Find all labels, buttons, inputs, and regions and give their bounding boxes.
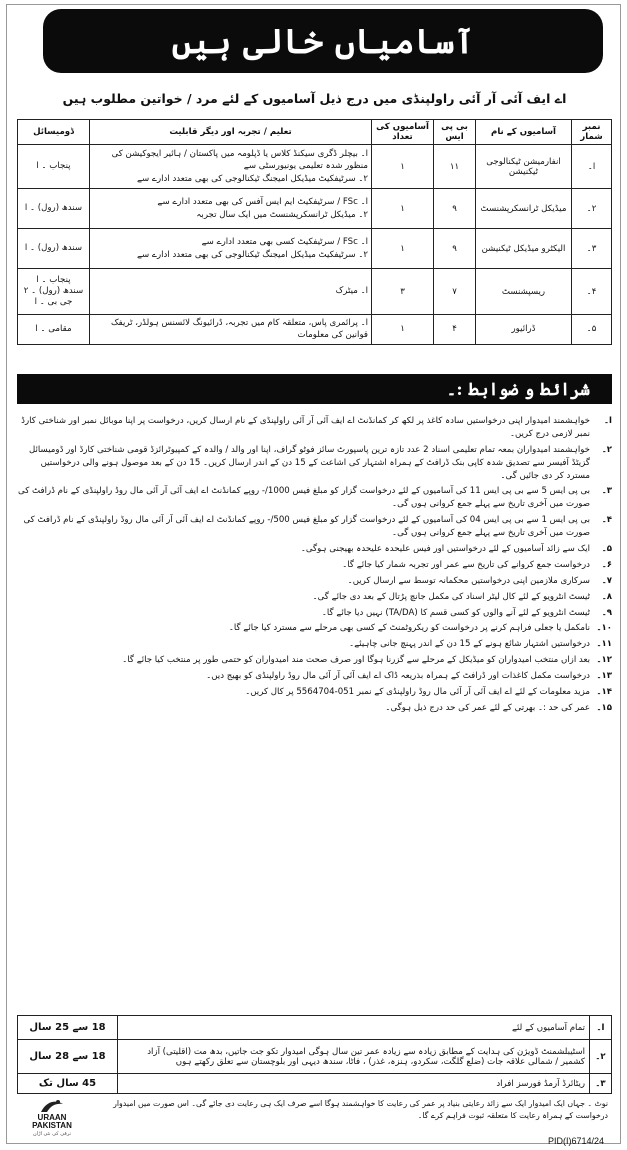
list-item (17, 444, 612, 483)
list-item (17, 702, 612, 715)
col-header-qualification: تعلیم / تجربہ اور دیگر قابلیت (90, 120, 372, 145)
cell-count: ۱ (372, 315, 434, 345)
term-text: ٹیسٹ انٹرویو کے لئے آنے والوں کو کسی قسم کا (TA/DA) نہیں دیا جائے گا۔ (321, 607, 590, 618)
cell-count: ۱ (372, 189, 434, 229)
age-row-description: ریٹائرڈ آرمڈ فورسز افراد (118, 1074, 590, 1094)
term-text: ٹیسٹ انٹرویو کے لئے کال لیٹر اسناد کی مکمل جانچ پڑتال کے بعد دی جائے گی۔ (312, 591, 590, 602)
cell-count: ۱ (372, 229, 434, 269)
subtitle: اے ایف آئی آر آئی راولپنڈی میں درج ذیل آسامیوں کے لئے مرد / خواتین مطلوب ہیں (62, 91, 567, 106)
table-row (18, 189, 612, 229)
qualification-line: ا۔ پرائمری پاس، متعلقہ کام میں تجربہ، ڈرائیونگ لائسنس ہولڈر، ٹریفک قوانین کی معلومات (110, 318, 368, 341)
pid-number: PID(I)6714/24 (547, 1136, 604, 1146)
term-text: خواہشمند امیدواران بمعہ تمام تعلیمی اسناد 2 عدد تازہ ترین پاسپورٹ سائز فوٹو گراف، اپنا اور والد / والدہ کے کمپیوٹرائزڈ قومی شناختی کارڈ اور ڈومیسائل گزیٹڈ آفیسر سے تصدیق شدہ کاپی بنک ڈرافٹ کے ہمراہ اشتہار کی اشاعت کے 15 دن کے اندر ارسال کریں۔ 15 دن کے بعد موصول ہونے والی درخواستیں مسترد کر دی جائیں گی۔ (29, 444, 590, 481)
cell-post-name: ریسپشنسٹ (476, 269, 572, 315)
age-limit-table (17, 1015, 612, 1094)
page-title: آسامیاں خالی ہیں (171, 21, 475, 62)
table-row (18, 269, 612, 315)
cell-domicile: پنجاب ۔ ا (18, 145, 90, 189)
age-row-limit: 45 سال تک (18, 1074, 118, 1094)
term-text: عمر کی حد :۔ بھرتی کے لئے عمر کی حد درج ذیل ہوگی۔ (385, 702, 590, 713)
table-row (18, 315, 612, 345)
logo-caption: ترقی کی نئی اڑان (33, 1130, 71, 1137)
cell-domicile: پنجاب ۔ ا سندھ (رول) ۔ ۲ جی بی ۔ ا (18, 269, 90, 315)
term-text: نامکمل یا جعلی فراہم کرنے پر درخواست کو ریکروٹمنٹ کے کسی بھی مرحلے سے مسترد کیا جائے گا۔ (228, 623, 590, 634)
col-header-post-name: آسامیوں کے نام (476, 120, 572, 145)
cell-serial: ۲۔ (572, 189, 612, 229)
qualification-line: ۲۔ میڈیکل ٹرانسکرپشنسٹ میں ایک سال تجربہ (196, 209, 368, 220)
posts-table (17, 119, 612, 345)
term-number: ۳۔ (601, 486, 612, 497)
age-row-limit: 18 سے 25 سال (18, 1016, 118, 1040)
terms-heading: شرائط و ضوابط :۔ (446, 379, 590, 400)
term-number: ۱۱۔ (596, 639, 612, 650)
term-text: مزید معلومات کے لئے اے ایف آئی آر آئی مال روڈ راولپنڈی کے نمبر 051-5564704 پر کال کریں۔ (245, 687, 590, 698)
list-item (17, 622, 612, 635)
cell-domicile: سندھ (رول) ۔ ا (18, 229, 90, 269)
cell-qualification (90, 189, 372, 229)
cell-qualification (90, 269, 372, 315)
cell-qualification (90, 145, 372, 189)
list-item (17, 686, 612, 699)
col-header-serial: نمبر شمار (572, 120, 612, 145)
uraan-pakistan-logo (21, 1098, 83, 1137)
term-number: ۵۔ (601, 544, 612, 555)
list-item (17, 575, 612, 588)
cell-qualification (90, 315, 372, 345)
terms-list (17, 415, 612, 718)
qualification-line: ۲۔ سرٹیفکیٹ میڈیکل امیجنگ ٹیکنالوجی کی بھی متعدد ادارے سے (136, 173, 368, 184)
term-number: ا۔ (604, 416, 612, 426)
qualification-line: ا۔ میٹرک (335, 286, 368, 297)
term-number: ۷۔ (601, 575, 612, 586)
term-number: ۱۵۔ (596, 702, 612, 713)
cell-count: ۱ (372, 145, 434, 189)
term-text: بی پی ایس 5 سے بی پی ایس 11 کی آسامیوں کے لئے درخواست گزار کو مبلغ فیس 1000/- روپے کمانڈنٹ اے ایف آئی آر آئی مال روڈ راولپنڈی کے نام ڈرافٹ کی صورت میں آخری تاریخ سے پہلے جمع کروانی ہوں گی۔ (18, 486, 590, 510)
term-number: ۱۲۔ (596, 655, 612, 666)
qualification-line: ا۔ بیچلر ڈگری سیکنڈ کلاس یا ڈپلومہ میں پاکستان / ہائیر ایجوکیشن کی منظور شدہ تعلیمی یونیورسٹی سے (111, 148, 368, 172)
table-row (18, 145, 612, 189)
list-item (17, 485, 612, 511)
term-number: ۶۔ (601, 559, 612, 570)
term-number: ۴۔ (601, 515, 612, 526)
table-row (18, 1016, 612, 1040)
term-text: بی پی ایس 1 سے بی پی ایس 04 کی آسامیوں کے لئے درخواست گزار کو مبلغ فیس 500/- روپے کمانڈنٹ اے ایف آئی آر آئی مال روڈ راولپنڈی کے نام ڈرافٹ کی صورت میں آخری تاریخ سے پہلے جمع کروانی ہوں گی۔ (23, 515, 590, 539)
cell-bps: ۷ (434, 269, 476, 315)
term-number: ۱۰۔ (596, 623, 612, 634)
cell-domicile: مقامی ۔ ا (18, 315, 90, 345)
term-number: ۱۳۔ (596, 671, 612, 682)
cell-bps: ۹ (434, 189, 476, 229)
cell-post-name: الیکٹرو میڈیکل ٹیکنیشن (476, 229, 572, 269)
term-number: ۱۴۔ (596, 687, 612, 698)
term-text: بعد ازاں منتخب امیدواران کو میڈیکل کے مرحلے سے گزرنا ہوگا اور صرف صحت مند امیدواران کو حتمی طور پر منتخب کیا جائے گا۔ (122, 655, 590, 666)
posts-table-header-row (18, 120, 612, 145)
title-banner (43, 9, 603, 73)
age-row-description: تمام آسامیوں کے لئے (118, 1016, 590, 1040)
term-number: ۸۔ (601, 591, 612, 602)
logo-text-line2: PAKISTAN (32, 1121, 72, 1131)
advertisement-page (6, 4, 621, 1144)
age-row-description: اسٹیبلشمنٹ ڈویژن کی ہدایت کے مطابق زیادہ سے زیادہ عمر تین سال ہوگی امیدوار تکو جت جاتیں، بدھ مت (اقلیتی) آزاد کشمیر / شمالی علاقہ جات (ضلع گلگت، سکردو، ہنزہ، غذر) ، فاٹا، سندھ دیہی اور بلوچستان سے تعلق رکھتے ہوں (118, 1040, 590, 1074)
term-text: سرکاری ملازمین اپنی درخواستیں محکمانہ توسط سے ارسال کریں۔ (347, 575, 590, 586)
terms-heading-bar (17, 374, 612, 404)
list-item (17, 559, 612, 572)
age-row-number: ۲۔ (590, 1040, 612, 1074)
age-row-number: ۳۔ (590, 1074, 612, 1094)
qualification-line: ا۔ FSc / سرٹیفکیٹ ایم ایس آفس کی بھی متعدد ادارے سے (157, 197, 368, 208)
cell-serial: ا۔ (572, 145, 612, 189)
uraan-pakistan-emblem-icon (39, 1098, 65, 1114)
table-row (18, 1040, 612, 1074)
age-row-number: ا۔ (590, 1016, 612, 1040)
cell-serial: ۴۔ (572, 269, 612, 315)
footer-note: نوٹ ۔ جہاں ایک امیدوار ایک سے زائد رعایتی بنیاد پر عمر کی رعایت کا خواہشمند ہوگا اسے صرف ایک ہی رعایت دی جائے گی۔ اس صورت میں امیدوار درخواست کے ہمراہ رعایت کا متعلقہ ثبوت فراہم کرے گا۔ (113, 1099, 608, 1121)
term-number: ۲۔ (601, 444, 612, 455)
age-row-limit: 18 سے 28 سال (18, 1040, 118, 1074)
cell-bps: ۹ (434, 229, 476, 269)
qualification-line: ا۔ FSc / سرٹیفکیٹ کسی بھی متعدد ادارے سے (201, 237, 368, 248)
col-header-domicile: ڈومیسائل (18, 120, 90, 145)
term-number: ۹۔ (601, 607, 612, 618)
list-item (17, 591, 612, 604)
list-item (17, 514, 612, 540)
list-item (17, 415, 612, 441)
cell-bps: ۱۱ (434, 145, 476, 189)
table-row (18, 1074, 612, 1094)
cell-domicile: سندھ (رول) ۔ ا (18, 189, 90, 229)
list-item (17, 670, 612, 683)
list-item (17, 607, 612, 620)
cell-post-name: انفارمیشن ٹیکنالوجی ٹیکنیشن (476, 145, 572, 189)
col-header-bps: بی پی ایس (434, 120, 476, 145)
cell-bps: ۴ (434, 315, 476, 345)
term-text: ایک سے زائد آسامیوں کے لئے درخواستیں اور فیس علیحدہ علیحدہ بھیجنی ہوگی۔ (300, 544, 590, 555)
col-header-count: آسامیوں کی تعداد (372, 120, 434, 145)
list-item (17, 543, 612, 556)
term-text: درخواست جمع کروانے کی تاریخ سے عمر اور تجربہ شمار کیا جائے گا۔ (342, 559, 590, 570)
cell-post-name: میڈیکل ٹرانسکرپشنسٹ (476, 189, 572, 229)
qualification-line: ۲۔ سرٹیفکیٹ میڈیکل امیجنگ ٹیکنالوجی کی بھی متعدد ادارے سے (136, 249, 368, 260)
term-text: درخواستیں اشتہار شائع ہونے کے 15 دن کے اندر پہنچ جانی چاہیئے۔ (349, 639, 590, 650)
cell-serial: ۳۔ (572, 229, 612, 269)
term-text: خواہشمند امیدوار اپنی درخواستیں سادہ کاغذ پر لکھ کر کمانڈنٹ اے ایف آئی آر آئی راولپنڈی کے نام ارسال کریں، درخواست پر اپنا موبائل نمبر اور شناختی کارڈ نمبر لازمی درج کریں۔ (21, 416, 590, 439)
list-item (17, 654, 612, 667)
cell-count: ۳ (372, 269, 434, 315)
term-text: درخواست مکمل کاغذات اور ڈرافٹ کے ہمراہ بذریعہ ڈاک اے ایف آئی آر آئی مال روڈ راولپنڈی کو بھیج دیں۔ (206, 671, 590, 682)
table-row (18, 229, 612, 269)
list-item (17, 638, 612, 651)
cell-post-name: ڈرائیور (476, 315, 572, 345)
logo-text-line1: URAAN (37, 1113, 67, 1122)
cell-serial: ۵۔ (572, 315, 612, 345)
cell-qualification (90, 229, 372, 269)
